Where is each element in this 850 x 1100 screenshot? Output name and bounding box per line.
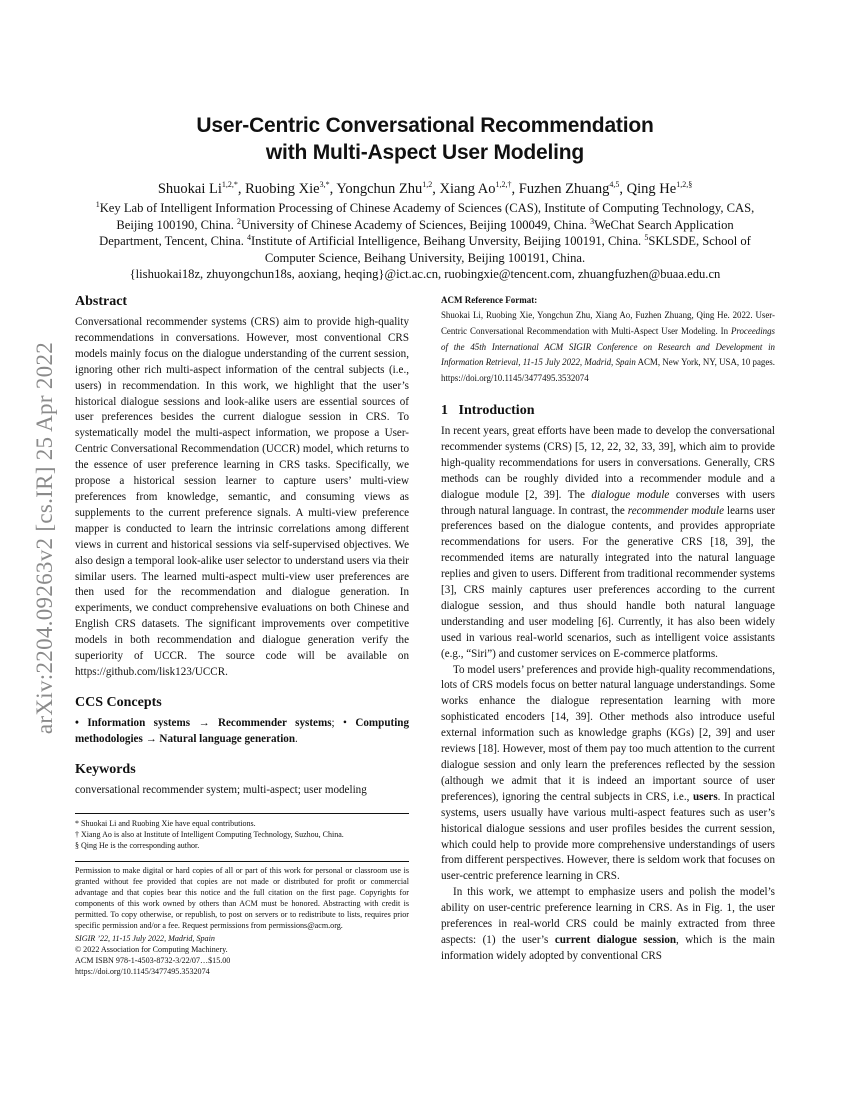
affiliation: University of Chinese Academy of Sciences, Beijing 100049, China. xyxy=(241,217,591,232)
footnote: § Qing He is the corresponding author. xyxy=(75,840,200,850)
section-number: 1 xyxy=(441,402,448,418)
author-name: Fuzhen Zhuang xyxy=(518,181,610,197)
intro-paragraph-1 xyxy=(441,424,775,663)
emails: {lishuokai18z, zhuyongchun18s, aoxiang, heqing}@ict.ac.cn, ruobingxie@tencent.com, zhuangfuzhen@buaa.edu.cn xyxy=(129,267,721,282)
ref-text: ACM, New York, NY, USA, 10 pages. https://doi.org/10.1145/3477495.3532074 xyxy=(441,357,775,384)
ccs-concepts xyxy=(75,716,409,748)
affil-sup: 1 xyxy=(95,199,100,209)
footnote: * Shuokai Li and Ruobing Xie have equal contributions. xyxy=(75,818,256,828)
title-line-2: with Multi-Aspect User Modeling xyxy=(265,141,585,164)
title-line-1: User-Centric Conversational Recommendation xyxy=(196,114,654,137)
text: , which is the main information widely adopted by conventional CRS xyxy=(441,933,775,962)
left-column xyxy=(75,292,409,977)
intro-paragraph-3 xyxy=(441,885,775,965)
author-name: Xiang Ao xyxy=(439,181,496,197)
author xyxy=(519,181,620,197)
intro-paragraph-2 xyxy=(441,663,775,886)
author-name: Shuokai Li xyxy=(157,181,222,197)
author-list: Shuokai $Li^{1,2,*}$, Ruobing Xie$^{3,*}$, Yongchun Zhu$^{1,2}$, Xiang $Ao^{1,2,\dagger}$, Fuzhen Zhuang$^{4,5}$, Qing $He^{1,2,\S}$ xyxy=(157,180,693,197)
section-title: Introduction xyxy=(458,402,535,418)
ref-text: Shuokai Li, Ruobing Xie, Yongchun Zhu, Xiang Ao, Fuzhen Zhuang, Qing He. 2022. User-Centric Conversational Recommendation with Multi-Aspect User Modeling. In xyxy=(441,310,775,336)
ccs-concept: Computing methodologies → Natural language generation xyxy=(75,716,409,745)
text: . In practical systems, users usually have various multi-aspect features such as user’s historical dialogue sessions and user profiles besides the current session, which could help to provide more comprehensive understandings of users from different perspectives. However, there is seldom work that focuses on user-centric preference learning in CRS. xyxy=(441,790,775,883)
ccs-separator: ; • xyxy=(331,716,356,729)
ccs-heading: CCS Concepts xyxy=(75,694,162,710)
affil-sup: 5 xyxy=(644,233,649,242)
keywords-heading: Keywords xyxy=(75,761,136,777)
emphasis: users xyxy=(692,790,718,803)
ccs-bullet: • xyxy=(75,716,88,729)
author-sup: 1,2 xyxy=(422,180,433,190)
affiliation: Key Lab of Intelligent Information Processing of Chinese Academy of Sciences (CAS), Institute of Computing Technology, CAS, Beijing 100190, China. xyxy=(99,201,755,232)
author-sup: 3,* xyxy=(319,180,330,190)
author xyxy=(158,181,238,197)
text: To model users’ preferences and provide high-quality recommendations, lots of CRS models focus on better natural language understandings. Some works enhance the dialogue representation learning with more sophisticated encoders [14, 39]. Other methods also introduce useful external information such as knowledge graphs (KGs) [2, 39] and user reviews [18]. However, most of them pay too much attention to the current dialogue session and only learn the preferences reflected by the session (although we admit that it is indeed an important source of user preferences), ignoring the central subjects in CRS, i.e., xyxy=(441,663,775,803)
author-name: Ruobing Xie xyxy=(245,181,320,197)
emphasis: current dialogue session xyxy=(554,933,677,946)
text: In this work, we attempt to emphasize users and polish the model’s ability on user-centric preference learning in CRS. As in Fig. 1, the user preferences in real-world CRS could be mainly extracted from three aspects: (1) the user’s xyxy=(441,886,775,946)
author-name: Yongchun Zhu xyxy=(336,181,423,197)
abstract-heading: Abstract xyxy=(75,294,128,309)
affil-sup: 4 xyxy=(247,233,251,242)
affiliation: WeChat Search Application Department, Tencent, China. xyxy=(99,217,734,249)
keywords-text: conversational recommender system; multi-aspect; user modeling xyxy=(75,783,367,796)
copyright: © 2022 Association for Computing Machinery. xyxy=(75,944,228,954)
author-sup: 1,2,§ xyxy=(676,180,693,190)
emphasis: recommender module xyxy=(627,504,725,517)
affil-sup: 2 xyxy=(237,216,242,226)
author-sup: 1,2,† xyxy=(495,180,512,190)
text: learns user preferences based on the dialogue contents, and provides appropriate recommendations for users. For the generative CRS [18, 39], the recommended items are naturally integrated into the natural language replies and given to users. Different from traditional recommender systems [3], CRS mainly captures user preferences according to the current dialogue session, and thus should handle both natural language understanding and user modeling [6]. Currently, it has also been widely used in various real-world scenarios, such as intelligent voice assistants (e.g., “Siri”) and customer services on E-commerce platforms. xyxy=(441,504,776,660)
introduction-heading xyxy=(441,401,775,421)
affiliation: Institute of Artificial Intelligence, Beihang Unversity, Beijing 100191, China. xyxy=(251,234,645,249)
reference-format xyxy=(441,308,775,387)
author xyxy=(245,181,330,197)
author xyxy=(627,181,693,197)
isbn: ACM ISBN 978-1-4503-8732-3/22/07…$15.00 xyxy=(75,955,231,965)
author xyxy=(440,181,512,197)
abstract-body: Conversational recommender systems (CRS) aim to provide high-quality recommendations in conversations. However, most conventional CRS models mainly focus on the dialogue understanding of the current session, ignoring other rich multi-aspect information of the central subjects (i.e., users) in recommendation. In this work, we highlight that the user’s historical dialogue sessions and look-alike users are essential sources of user preferences besides the current dialogue session in CRS. To systematically model the multi-aspect information, we propose a User-Centric Conversational Recommendation (UCCR) model, which returns to the essence of user preference learning in CRS tasks. Specifically, we propose a historical session learner to capture users’ multi-view preferences from knowledge, semantic, and consuming views as supplements to the current preference signals. A multi-view preference mapper is conducted to learn the intrinsic correlations among different views in current and historical sessions via self-supervised objectives. We also design a temporal look-alike user selector to understand users via their similar users. The learned multi-aspect multi-view user preferences are then used for the recommendation and dialogue generation. In experiments, we conduct comprehensive evaluations on both Chinese and English CRS datasets. The significant improvements over competitive models in both recommendation and dialogue generation verify the superiority of UCCR. The source code will be available on https://github.com/lisk123/UCCR. xyxy=(75,316,409,678)
text: converses with users through natural language. In contrast, the xyxy=(441,488,776,517)
author xyxy=(336,181,432,197)
emphasis: dialogue module xyxy=(591,488,670,501)
ccs-concept: Information systems → Recommender systems xyxy=(87,716,332,729)
affiliation: SKLSDE, School of Computer Science, Beihang University, Beijing 100191, China. xyxy=(264,234,751,265)
footnote: † Xiang Ao is also at Institute of Intelligent Computing Technology, Suzhou, China. xyxy=(75,829,344,839)
affil-sup: 3 xyxy=(590,216,595,226)
paper-title xyxy=(0,112,850,166)
right-column xyxy=(441,292,775,965)
permission-notice: Permission to make digital or hard copies of all or part of this work for personal or classroom use is granted without fee provided that copies are not made or distributed for profit or commercial advantage and that copies bear this notice and the full citation on the first page. Copyrights for components of this work owned by others than ACM must be honored. Abstracting with credit is permitted. To copy otherwise, or republish, to post on servers or to redistribute to lists, requires prior specific permission and/or a fee. Request permissions from permissions@acm.org. xyxy=(75,865,409,930)
author-sup: 1,2,* xyxy=(221,180,238,190)
venue: SIGIR ’22, 11-15 July 2022, Madrid, Spain xyxy=(75,933,215,943)
author-name: Qing He xyxy=(626,181,677,197)
reference-format-heading: ACM Reference Format: xyxy=(441,295,538,305)
doi-link[interactable]: https://doi.org/10.1145/3477495.3532074 xyxy=(75,966,210,976)
ccs-end: . xyxy=(295,732,298,745)
arxiv-stamp: arXiv:2204.09263v2 [cs.IR] 25 Apr 2022 xyxy=(32,341,57,735)
text: In recent years, great efforts have been made to develop the conversational recommender systems (CRS) [5, 12, 22, 32, 33, 39], which aim to provide high-quality recommendations for users in conversations. Generally, CRS methods can be roughly divided into a recommender module and a dialogue module [2, 39]. The xyxy=(441,424,775,501)
affiliations xyxy=(95,200,755,283)
ref-venue: Proceedings of the 45th International ACM SIGIR Conference on Research and Development in Information Retrieval, 11-15 July 2022, Madrid, Spain xyxy=(441,325,775,368)
author-sup: 4,5 xyxy=(609,180,620,190)
